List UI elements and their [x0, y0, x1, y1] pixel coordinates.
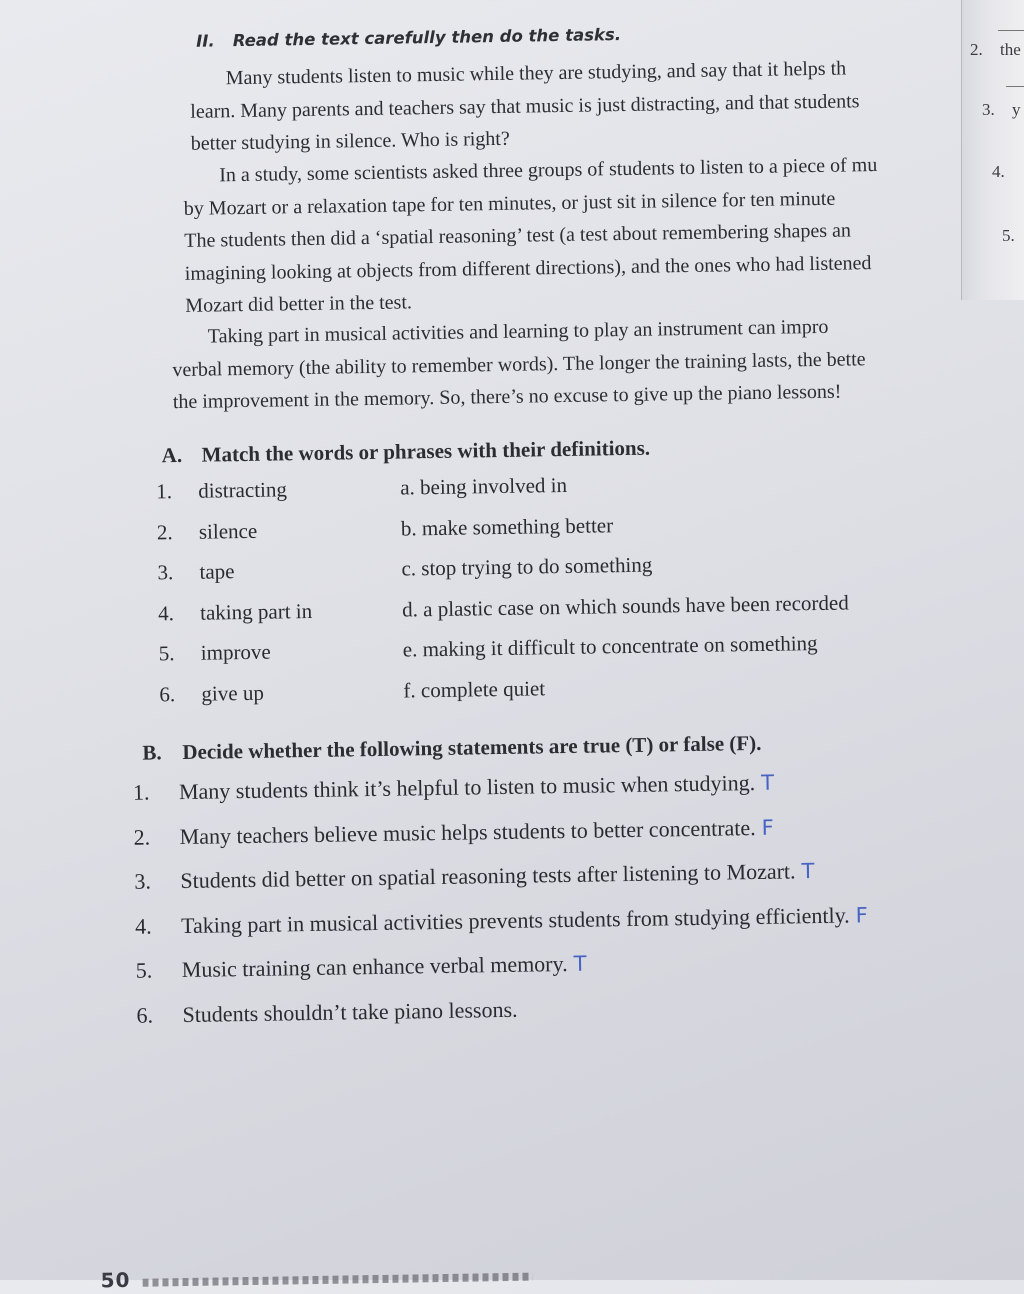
- item-number: 2.: [157, 519, 187, 544]
- handwritten-answer: F: [761, 815, 773, 839]
- passage-paragraph-3: [172, 310, 867, 418]
- item-number: 2.: [133, 824, 169, 851]
- task-b-instruction: Decide whether the following statements are true (T) or false (F).: [182, 731, 761, 764]
- tf-statement: Many students think it’s helpful to listen to music when studying.: [179, 770, 756, 804]
- match-definition: b. make something better: [401, 513, 614, 541]
- passage-line: better studying in silence. Who is right?: [191, 117, 861, 160]
- adjacent-fragment: the: [1000, 40, 1021, 60]
- passage-line: verbal memory (the ability to remember words). The longer the training lasts, the bette: [172, 343, 866, 386]
- handwritten-answer: F: [856, 903, 868, 927]
- passage-line: Many students listen to music while they are studying, and say that it helps th: [190, 52, 860, 95]
- item-number: 6.: [159, 681, 189, 706]
- tf-statement: Students shouldn’t take piano lessons.: [182, 996, 517, 1026]
- tf-statement-wrap: [182, 951, 587, 983]
- adjacent-num: 2.: [970, 40, 983, 60]
- tf-statement-wrap: [182, 996, 523, 1027]
- match-definition: d. a plastic case on which sounds have been recorded: [402, 590, 849, 622]
- item-number: 5.: [136, 957, 172, 984]
- task-a-instruction: Match the words or phrases with their definitions.: [201, 436, 650, 467]
- section-heading-text: Read the text carefully then do the tasks.: [233, 25, 622, 50]
- match-word: distracting: [198, 477, 287, 503]
- passage-line: by Mozart or a relaxation tape for ten minutes, or just sit in silence for ten minute: [184, 182, 878, 225]
- task-b-letter: B.: [142, 740, 182, 766]
- task-a-title: [161, 436, 650, 469]
- item-number: 3.: [157, 560, 187, 585]
- passage-line: The students then did a ‘spatial reasoning’ test (a test about remembering shapes an: [184, 214, 878, 257]
- item-number: 6.: [136, 1002, 172, 1029]
- passage-line: In a study, some scientists asked three groups of students to listen to a piece of mu: [183, 149, 877, 192]
- item-number: 4.: [158, 600, 188, 625]
- handwritten-answer: T: [761, 771, 774, 795]
- item-number: 1.: [156, 479, 186, 504]
- section-heading: [196, 25, 621, 51]
- match-word: silence: [199, 518, 258, 544]
- passage-line: Mozart did better in the test.: [185, 279, 879, 322]
- tf-statement: Students did better on spatial reasoning tests after listening to Mozart.: [180, 858, 796, 893]
- passage-line: imagining looking at objects from different directions), and the ones who had listened: [185, 247, 879, 290]
- match-definition: a. being involved in: [400, 473, 567, 501]
- adjacent-fragment: y: [1012, 100, 1021, 120]
- handwritten-answer: T: [801, 859, 814, 883]
- passage-line: Taking part in musical activities and learning to play an instrument can impro: [172, 310, 866, 353]
- page-footer: [100, 1262, 532, 1293]
- tf-statement: Taking part in musical activities prevents students from studying efficiently.: [181, 902, 850, 938]
- section-numeral: II.: [196, 31, 215, 50]
- passage-paragraph-1: [190, 52, 861, 160]
- match-definition: e. making it difficult to concentrate on something: [403, 631, 818, 663]
- item-number: 5.: [159, 641, 189, 666]
- true-false-list: [123, 766, 1024, 1047]
- match-definition: c. stop trying to do something: [401, 553, 652, 582]
- match-word: give up: [201, 680, 264, 706]
- passage-paragraph-2: [183, 149, 879, 322]
- adjacent-num: 3.: [982, 100, 995, 120]
- handwritten-answer: T: [573, 952, 586, 976]
- adjacent-num: 4.: [992, 162, 1005, 182]
- item-number: 3.: [134, 868, 170, 895]
- tf-statement: Music training can enhance verbal memory.: [182, 951, 568, 982]
- tf-statement: Many teachers believe music helps students to better concentrate.: [179, 815, 755, 849]
- match-word: improve: [201, 640, 271, 666]
- adjacent-num: 5.: [1002, 226, 1015, 246]
- passage-line: the improvement in the memory. So, there’s no excuse to give up the piano lessons!: [173, 375, 867, 418]
- tf-statement-wrap: [179, 770, 774, 805]
- item-number: 4.: [135, 913, 171, 940]
- match-word: tape: [199, 559, 234, 585]
- matching-list: [148, 467, 972, 723]
- match-word: taking part in: [200, 598, 312, 625]
- item-number: 1.: [133, 779, 169, 806]
- passage-line: learn. Many parents and teachers say that music is just distracting, and that students: [190, 85, 860, 128]
- page-number: 50: [100, 1268, 130, 1292]
- task-b-title: [142, 731, 761, 766]
- match-definition: f. complete quiet: [403, 676, 545, 703]
- task-a-letter: A.: [161, 443, 201, 469]
